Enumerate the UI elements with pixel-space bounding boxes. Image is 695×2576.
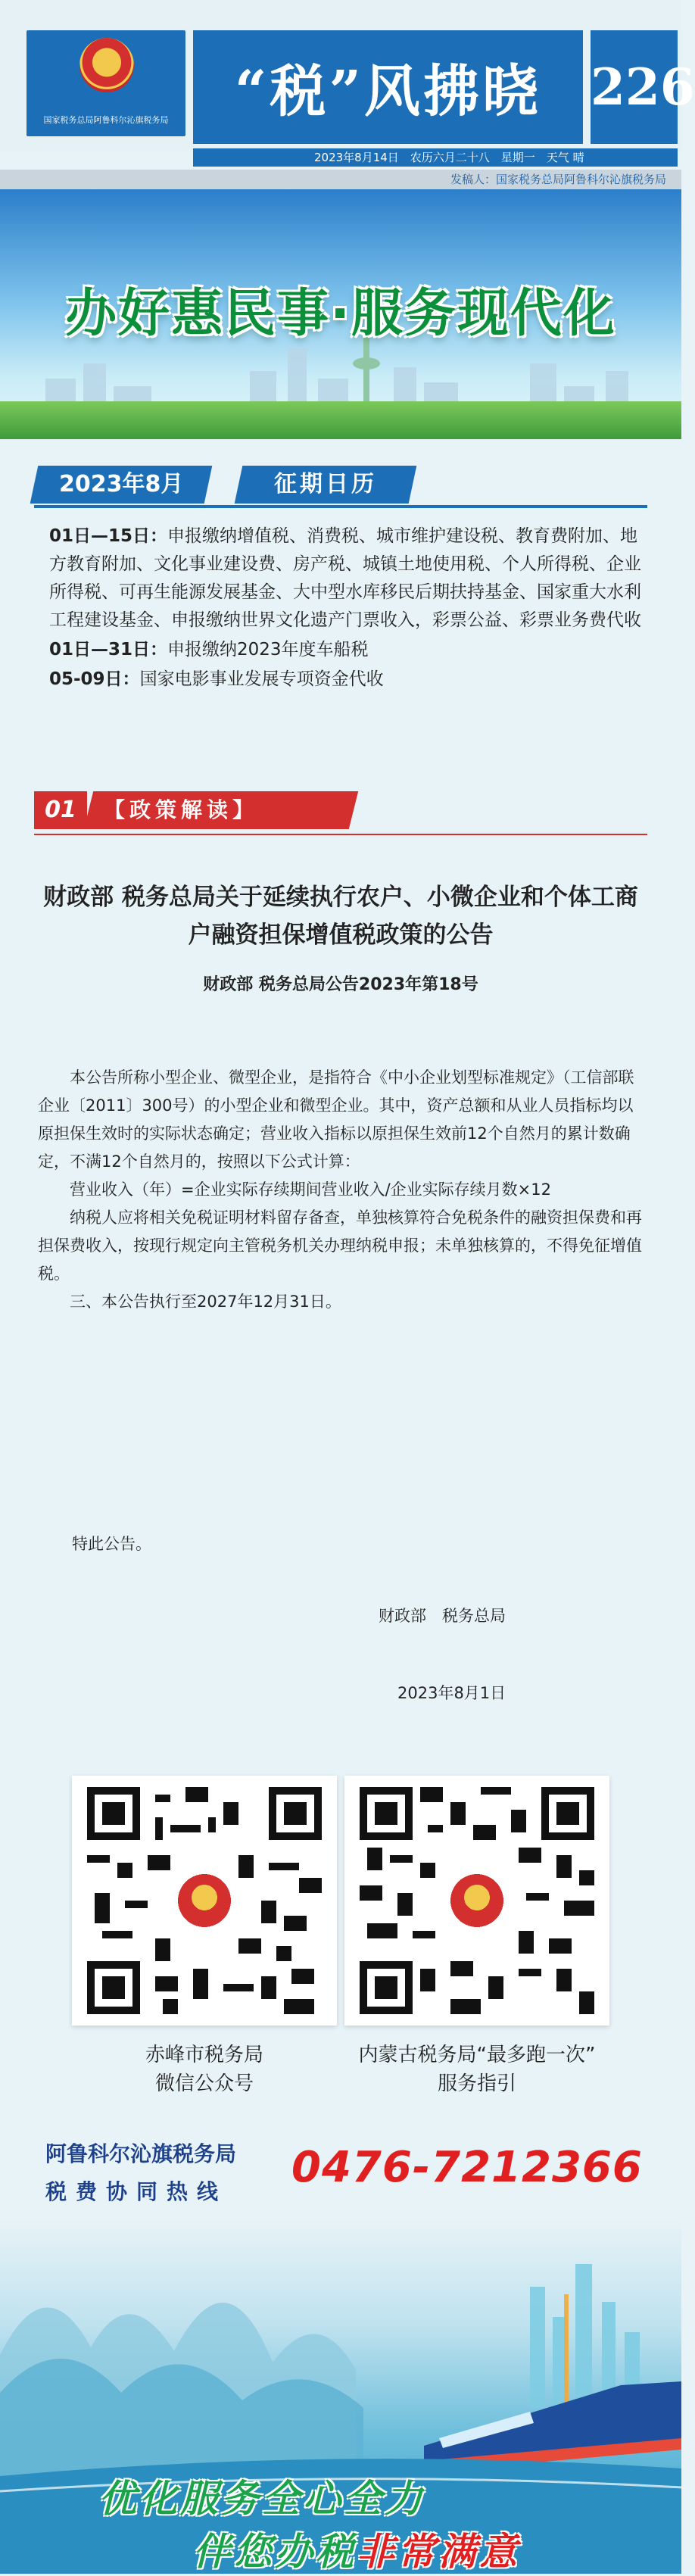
footer-slogan-highlight: 非常满意 — [357, 2530, 520, 2574]
masthead — [0, 0, 695, 151]
newsletter-title: “税”风拂晓 — [234, 59, 542, 124]
article-paragraph: 纳税人应将相关免税证明材料留存备查，单独核算符合免税条件的融资担保费和再担保费收入，按现行规定向主管税务机关办理纳税申报；未单独核算的，不得免征增值税。 — [38, 1208, 642, 1283]
calendar-list — [49, 522, 647, 695]
hero-banner — [0, 189, 681, 439]
qr-code-icon — [87, 1787, 322, 2014]
article-closing: 特此公告。 — [72, 1535, 151, 1553]
article-paragraph: 三、本公告执行至2027年12月31日。 — [70, 1293, 341, 1311]
qr-caption-line: 内蒙古税务局“最多跑一次” — [358, 2044, 596, 2066]
newsletter-title-box — [193, 30, 583, 144]
qr-code-service-guide[interactable] — [344, 1776, 609, 2026]
hotline-name — [45, 2135, 236, 2211]
article-body — [38, 1064, 644, 1316]
footer-slogan-part: 伴您办税 — [193, 2530, 357, 2574]
section-rule — [34, 834, 647, 835]
calendar-label: 征期日历 — [274, 471, 377, 497]
section-number: 01 — [34, 791, 87, 829]
calendar-text: 申报缴纳2023年度车船税 — [167, 640, 369, 660]
article-paragraph: 本公告所称小型企业、微型企业，是指符合《中小企业划型标准规定》（工信部联企业〔2011〕300号）的小型企业和微型企业。其中，资产总额和从业人员指标均以原担保生效时的实际状态确定；营业收入指标以原担保生效前12个自然月的累计数确定，不满12个自然月的，按照以下公式计算： — [38, 1068, 634, 1171]
logo-text: 国家税务总局阿鲁科尔沁旗税务局 — [43, 115, 169, 125]
qr-caption-wechat — [72, 2041, 337, 2098]
calendar-range: 05-09日： — [49, 669, 140, 689]
footer-slogan-line2 — [193, 2521, 520, 2576]
calendar-header — [34, 466, 647, 510]
calendar-row — [49, 522, 647, 635]
calendar-month: 2023年8月 — [58, 471, 184, 497]
qr-caption-line: 微信公众号 — [154, 2072, 254, 2095]
section-label: 【政策解读】 — [104, 797, 259, 822]
publisher-line: 发稿人：国家税务总局阿鲁科尔沁旗税务局 — [0, 170, 681, 189]
calendar-rule — [34, 505, 647, 508]
article-date: 2023年8月1日 — [397, 1684, 506, 1702]
qr-code-icon — [360, 1787, 594, 2014]
tax-logo — [26, 30, 185, 136]
calendar-row — [49, 636, 647, 664]
calendar-range: 01日—31日： — [49, 640, 168, 660]
qr-code-wechat[interactable] — [72, 1776, 337, 2026]
calendar-month-tag — [30, 466, 213, 504]
article-subtitle: 财政部 税务总局公告2023年第18号 — [203, 975, 478, 994]
hotline-name-line: 阿鲁科尔沁旗税务局 — [45, 2141, 237, 2166]
article-signer: 财政部 税务总局 — [379, 1607, 506, 1625]
hotline-name-line: 税费协同热线 — [45, 2179, 228, 2204]
issue-number: 226 — [591, 30, 678, 144]
calendar-text: 申报缴纳增值税、消费税、城市维护建设税、教育费附加、地方教育附加、文化事业建设费、房产税、城镇土地使用税、个人所得税、企业所得税、可再生能源发展基金、大中型水库移民后期扶持基金、国家重大水利工程建设基金、申报缴纳世界文化遗产门票收入，彩票公益、彩票业务费代收 — [49, 526, 641, 630]
tax-emblem-icon — [79, 38, 134, 92]
qr-caption-line: 赤峰市税务局 — [145, 2044, 263, 2066]
grass-strip — [0, 401, 681, 439]
calendar-text: 国家电影事业发展专项资金代收 — [139, 669, 384, 689]
banner-slogan: 办好惠民事·服务现代化 — [65, 284, 616, 344]
article-formula: 营业收入（年）=企业实际存续期间营业收入/企业实际存续月数×12 — [70, 1180, 551, 1199]
calendar-label-tag — [235, 466, 417, 504]
section-header — [34, 791, 367, 829]
calendar-range: 01日—15日： — [49, 526, 168, 546]
qr-caption-line: 服务指引 — [437, 2072, 516, 2095]
footer-slogan-line1: 优化服务全心全力 — [98, 2477, 425, 2521]
qr-caption-service-guide — [344, 2041, 609, 2098]
date-weather-bar: 2023年8月14日 农历六月二十八 星期一 天气 晴 — [193, 148, 678, 167]
article-title: 财政部 税务总局关于延续执行农户、小微企业和个体工商户融资担保增值税政策的公告 — [43, 884, 638, 949]
hotline-number[interactable]: 0476-7212366 — [291, 2143, 643, 2192]
section-label-tag — [84, 791, 358, 829]
calendar-row — [49, 666, 647, 694]
